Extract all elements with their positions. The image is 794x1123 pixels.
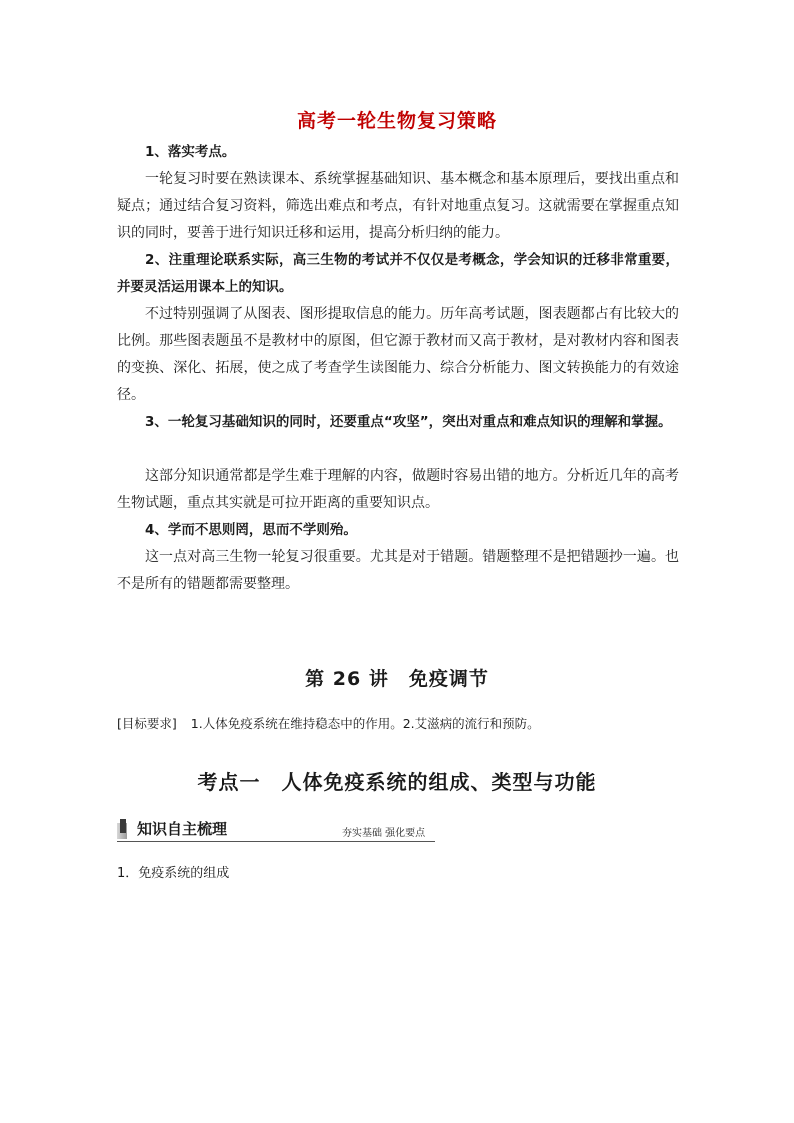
list-item-1: 1．免疫系统的组成	[117, 866, 230, 881]
section-2-heading: 2、注重理论联系实际，高三生物的考试并不仅仅是考概念，学会知识的迁移非常重要，并要灵活运用课本上的知识。	[117, 252, 679, 295]
section-3-body: 这部分知识通常都是学生难于理解的内容，做题时容易出错的地方。分析近几年的高考生物试题，重点其实就是可拉开距离的重要知识点。	[117, 468, 679, 511]
lecture-title: 第 26 讲 免疫调节	[305, 668, 489, 690]
section-2-body: 不过特别强调了从图表、图形提取信息的能力。历年高考试题，图表题都占有比较大的比例。那些图表题虽不是教材中的原图，但它源于教材而又高于教材，是对教材内容和图表的变换、深化、拓展，使之成了考查学生读图能力、综合分析能力、图文转换能力的有效途径。	[117, 306, 679, 403]
goals-tag: [目标要求]	[117, 716, 177, 731]
exam-point-heading: 考点一 人体免疫系统的组成、类型与功能	[197, 770, 597, 794]
section-4-body: 这一点对高三生物一轮复习很重要。尤其是对于错题。错题整理不是把错题抄一遍。也不是所有的错题都需要整理。	[117, 549, 679, 592]
banner-subtitle: 夯实基础 强化要点	[342, 828, 426, 839]
banner-label: 知识自主梳理	[137, 820, 228, 838]
page-title: 高考一轮生物复习策略	[296, 110, 497, 132]
section-4-heading: 4、学而不思则罔，思而不学则殆。	[145, 522, 357, 538]
banner-marker-accent-icon	[120, 819, 126, 833]
learning-goals	[117, 714, 717, 732]
section-1-body: 一轮复习时要在熟读课本、系统掌握基础知识、基本概念和基本原理后，要找出重点和疑点；通过结合复习资料，筛选出难点和考点，有针对地重点复习。这就需要在掌握重点知识的同时，要善于进行知识迁移和运用，提高分析归纳的能力。	[117, 171, 679, 241]
section-banner	[117, 817, 435, 842]
goals-text: 1.人体免疫系统在维持稳态中的作用。2.艾滋病的流行和预防。	[190, 716, 540, 731]
section-1-heading: 1、落实考点。	[145, 144, 236, 160]
section-3-heading: 3、一轮复习基础知识的同时，还要重点“攻坚”，突出对重点和难点知识的理解和掌握。	[145, 414, 672, 430]
